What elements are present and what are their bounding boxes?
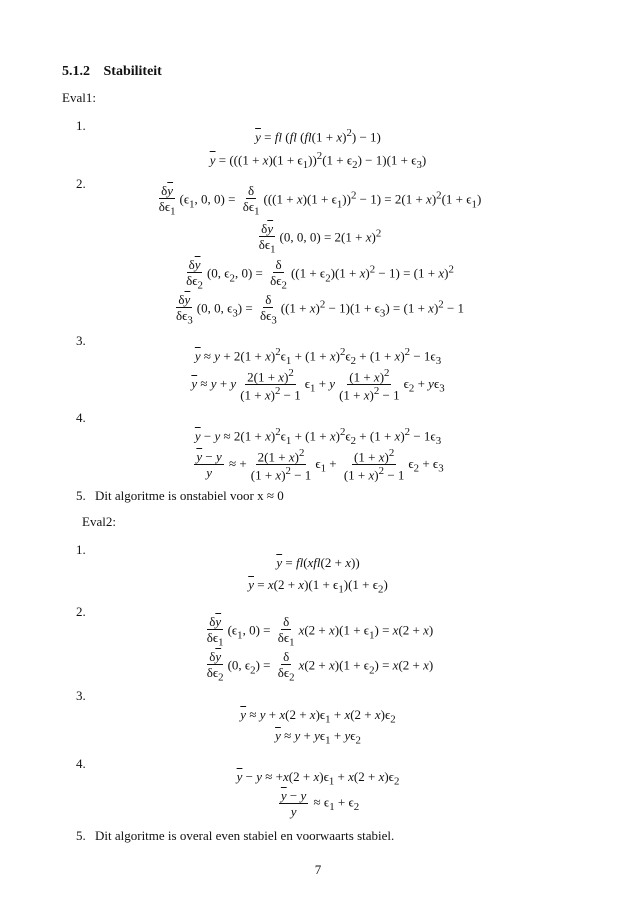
eval2-item-2-number: 2.	[76, 604, 86, 619]
equation: $\frac{\delta\overline{y}}{\delta\epsilon_1}$ (0, 0, $0) = 2(1 + x)^2$	[258, 221, 382, 256]
equation: $\overline{y} \approx y + y\epsilon_1 + y\epsilon_2$	[275, 728, 361, 747]
equation: $\frac{\overline{y} - y}{y}$ ≈ + $\frac{2(1 + x)^2}{(1 + x)^2 - 1}$ $\epsilon_1$ + $\frac{(1 + x)^2}{(1 + x)^2 - 1}$ $\epsilon_2 + \epsilon_3$	[196, 447, 444, 483]
equation: $\overline{y} - y \approx 2(1 + x)^2\epsilon_1 + (1 + x)^2\epsilon_2 + (1 + x)^2 - 1\epsilon_3$	[194, 426, 442, 447]
equation: $\overline{y} = x(2 + x)(1 + \epsilon_1)(1 + \epsilon_2)$	[248, 577, 388, 596]
section-number: 5.1.2	[62, 64, 90, 79]
eval2-item-3-number: 3.	[76, 688, 86, 703]
section-title: Stabiliteit	[103, 64, 162, 79]
eval1-item-5-number: 5.	[76, 488, 86, 503]
eval1-item-5	[76, 488, 284, 504]
equation: $\overline{y}$ = fl (fl $(fl(1 + x)^2) - 1$)	[255, 127, 381, 145]
eval2-item-5-text: Dit algoritme is overal even stabiel en voorwaarts stabiel.	[95, 828, 395, 843]
equation: $\frac{\delta\overline{y}}{\delta\epsilon_3}$ (0, 0, $\epsilon_3$) = $\frac{\delta}{\delta\epsilon_3}$ $((1 + x)^2 - 1)(1 + \epsilon_3) = (1 + x)^2 - 1$	[175, 292, 465, 327]
eval1-item-3-number: 3.	[76, 333, 86, 348]
equation: $\overline{y} \approx y + x(2 + x)\epsilon_1 + x(2 + x)\epsilon_2$	[240, 707, 396, 726]
section-heading	[62, 64, 162, 80]
eval1-item-1-number: 1.	[76, 118, 86, 133]
eval2-item-5-number: 5.	[76, 828, 86, 843]
eval1-item-4-number: 4.	[76, 410, 86, 425]
equation: $\frac{\overline{y} - y}{y}$ ≈ $\epsilon_1 + \epsilon_2$	[280, 788, 360, 819]
equation: $\overline{y} = fl(xfl(2 + x))$	[276, 555, 360, 570]
equation: $\overline{y} \approx y + 2(1 + x)^2\epsilon_1 + (1 + x)^2\epsilon_2 + (1 + x)^2 - 1\epsilon_3$	[194, 346, 442, 367]
eval1-item-2-number: 2.	[76, 176, 86, 191]
eval2-item-1-number: 1.	[76, 542, 86, 557]
equation: $\frac{\delta\overline{y}}{\delta\epsilon_2}$ (0, $\epsilon_2$) = $\frac{\delta}{\delta\epsilon_2}$ $x(2 + x)(1 + \epsilon_2) = x(2 + x)$	[206, 649, 434, 684]
equation: $\frac{\delta\overline{y}}{\delta\epsilon_1}$ ($\epsilon_1$, 0, 0) = $\frac{\delta}{\delta\epsilon_1}$ $(((1 + x)(1 + \epsilon_1))^2 - 1) = 2(1 + x)^2(1 + \epsilon_1)$	[158, 183, 482, 218]
equation: $\overline{y} - y \approx +x(2 + x)\epsilon_1 + x(2 + x)\epsilon_2$	[236, 769, 400, 788]
equation: $\frac{\delta\overline{y}}{\delta\epsilon_1}$ ($\epsilon_1$, 0) = $\frac{\delta}{\delta\epsilon_1}$ $x(2 + x)(1 + \epsilon_1) = x(2 + x)$	[206, 614, 434, 649]
equation: $\frac{\delta\overline{y}}{\delta\epsilon_2}$ (0, $\epsilon_2$, 0) = $\frac{\delta}{\delta\epsilon_2}$ $((1 + \epsilon_2)(1 + x)^2 - 1) = (1 + x)^2$	[186, 257, 454, 292]
eval2-item-5	[76, 828, 394, 844]
eval1-label: Eval1:	[62, 90, 96, 105]
equation: $\overline{y} \approx y + y$ $\frac{2(1 + x)^2}{(1 + x)^2 - 1}$ $\epsilon_1 + y$ $\frac{(1 + x)^2}{(1 + x)^2 - 1}$ $\epsilon_2 + y\epsilon_3$	[191, 367, 445, 403]
eval1-item-5-text: Dit algoritme is onstabiel voor x ≈ 0	[95, 488, 284, 503]
eval2-label: Eval2:	[82, 514, 116, 529]
equation: $\overline{y} = (((1 + x)(1 + \epsilon_1))^2(1 + \epsilon_2) - 1)(1 + \epsilon_3)$	[209, 150, 427, 171]
page-number: 7	[314, 862, 322, 877]
eval2-item-4-number: 4.	[76, 756, 86, 771]
